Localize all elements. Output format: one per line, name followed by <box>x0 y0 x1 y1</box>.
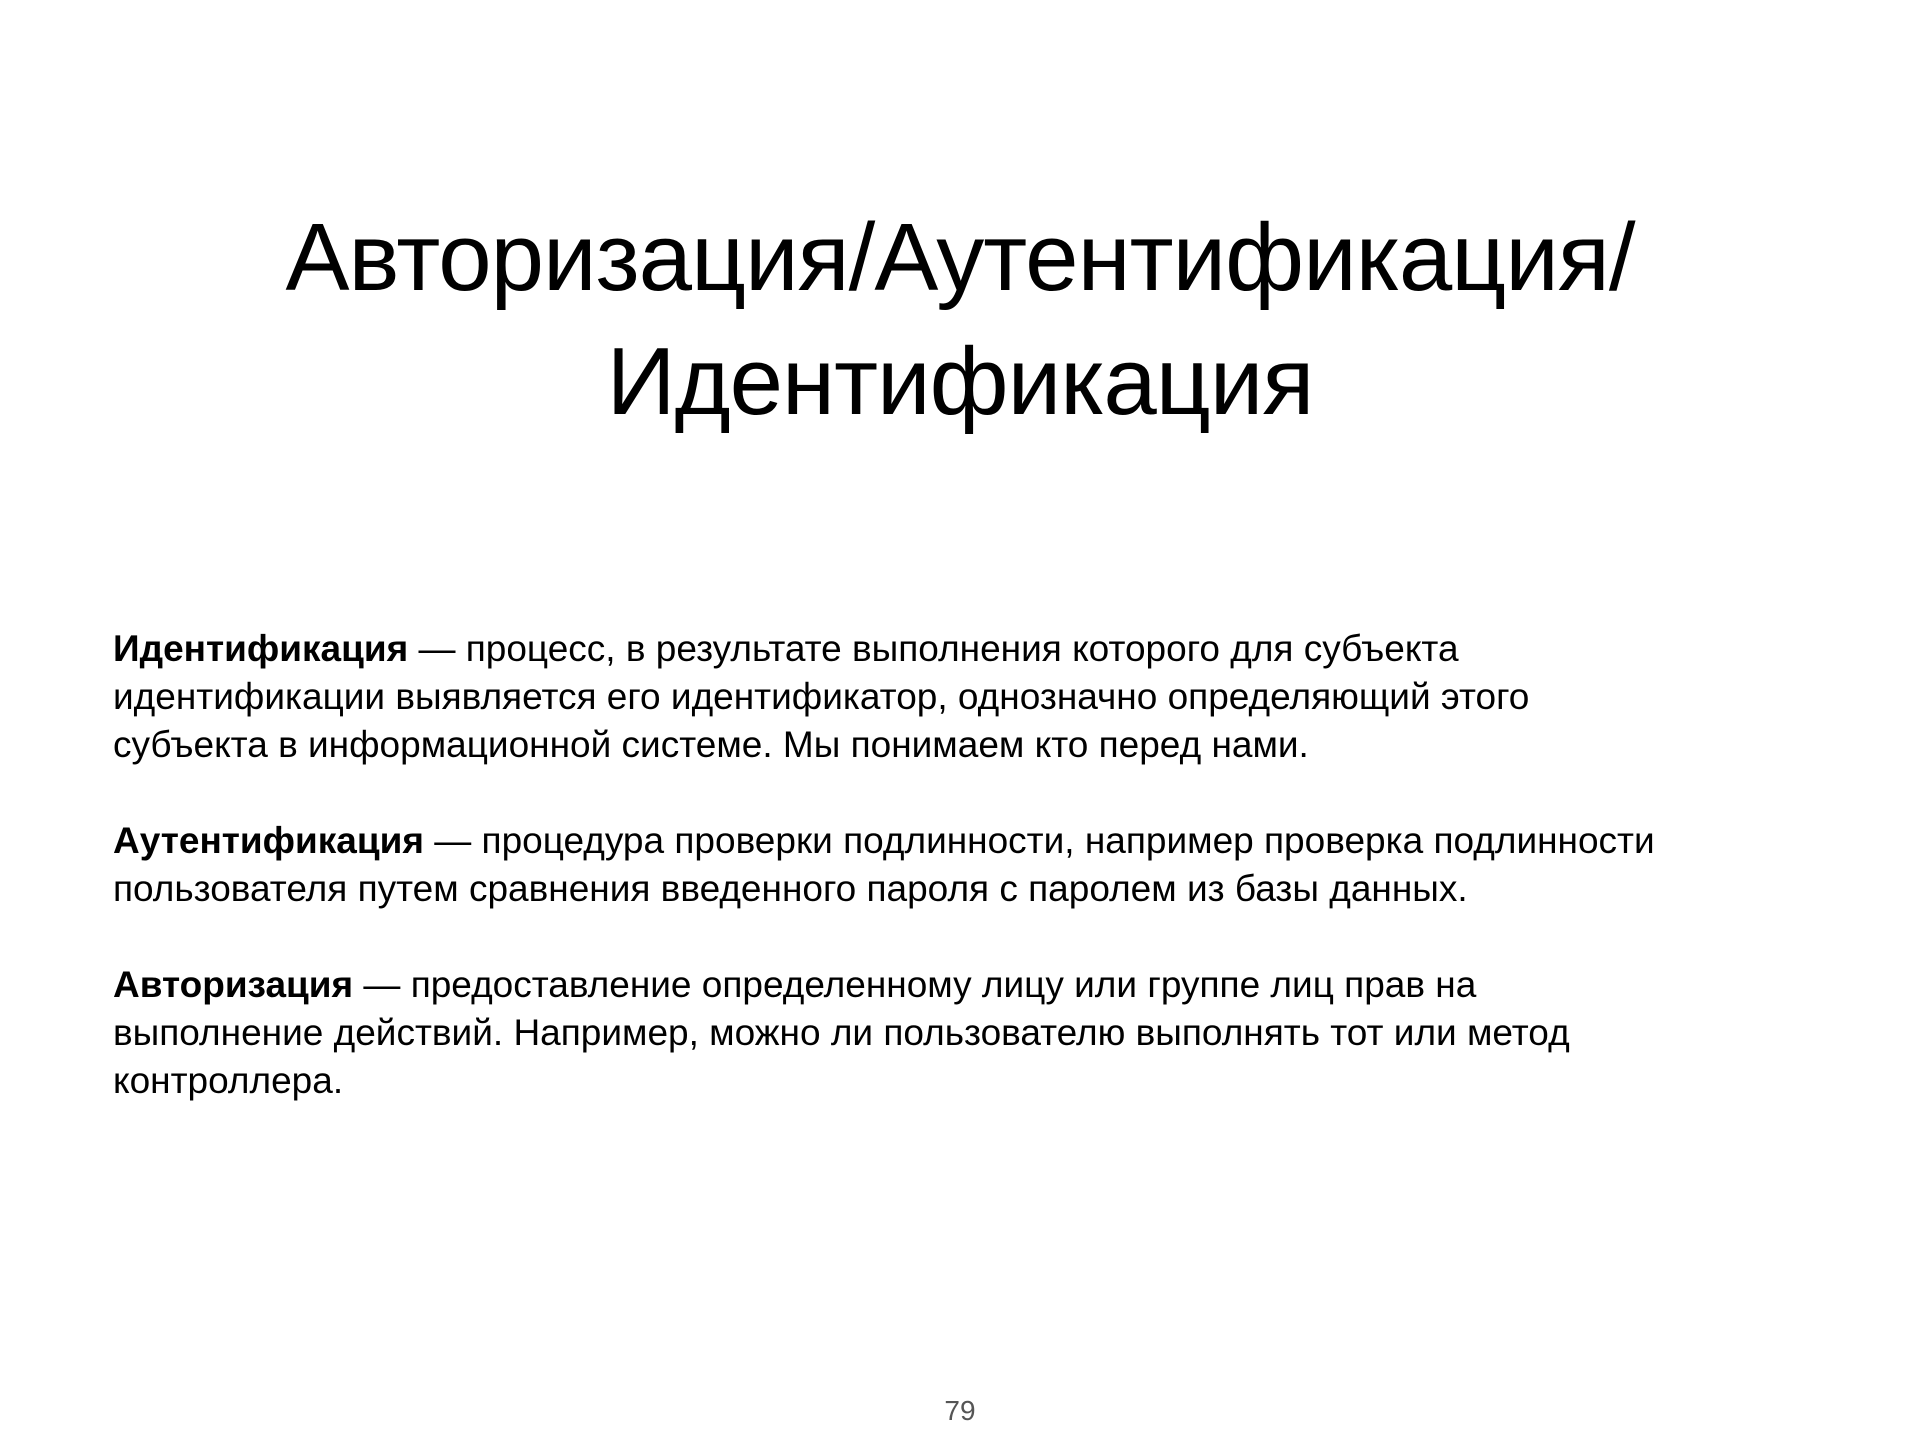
definition-text-line: предоставление определенному лицу или группе лиц прав на <box>410 964 1477 1005</box>
definition-text-line: процедура проверки подлинности, например проверка подлинности <box>481 820 1655 861</box>
definition-term: Авторизация <box>113 964 354 1005</box>
page-number: 79 <box>944 1395 976 1426</box>
slide-title-line-2: Идентификация <box>606 328 1314 435</box>
slide-title <box>120 196 1800 444</box>
definition-separator: — <box>423 820 482 861</box>
slide-title-line-1: Авторизация/Аутентификация/ <box>285 204 1635 311</box>
definition-identification <box>113 625 1833 769</box>
definition-text-line: пользователя путем сравнения введенного пароля с паролем из базы данных. <box>113 868 1468 909</box>
definition-text-line: выполнение действий. Например, можно ли пользователю выполнять тот или метод <box>113 1012 1570 1053</box>
definition-separator: — <box>353 964 411 1005</box>
definition-authentication <box>113 817 1833 913</box>
definition-term: Идентификация <box>113 628 409 669</box>
definitions-list <box>113 625 1833 1153</box>
definition-text-line: идентификации выявляется его идентификатор, однозначно определяющий этого <box>113 676 1530 717</box>
definition-text-line: субъекта в информационной системе. Мы понимаем кто перед нами. <box>113 724 1309 765</box>
definition-separator: — <box>408 628 466 669</box>
definition-text-line: контроллера. <box>113 1060 344 1101</box>
definition-term: Аутентификация <box>113 820 424 861</box>
definition-authorization <box>113 961 1833 1105</box>
definition-text-line: процесс, в результате выполнения которого для субъекта <box>465 628 1459 669</box>
